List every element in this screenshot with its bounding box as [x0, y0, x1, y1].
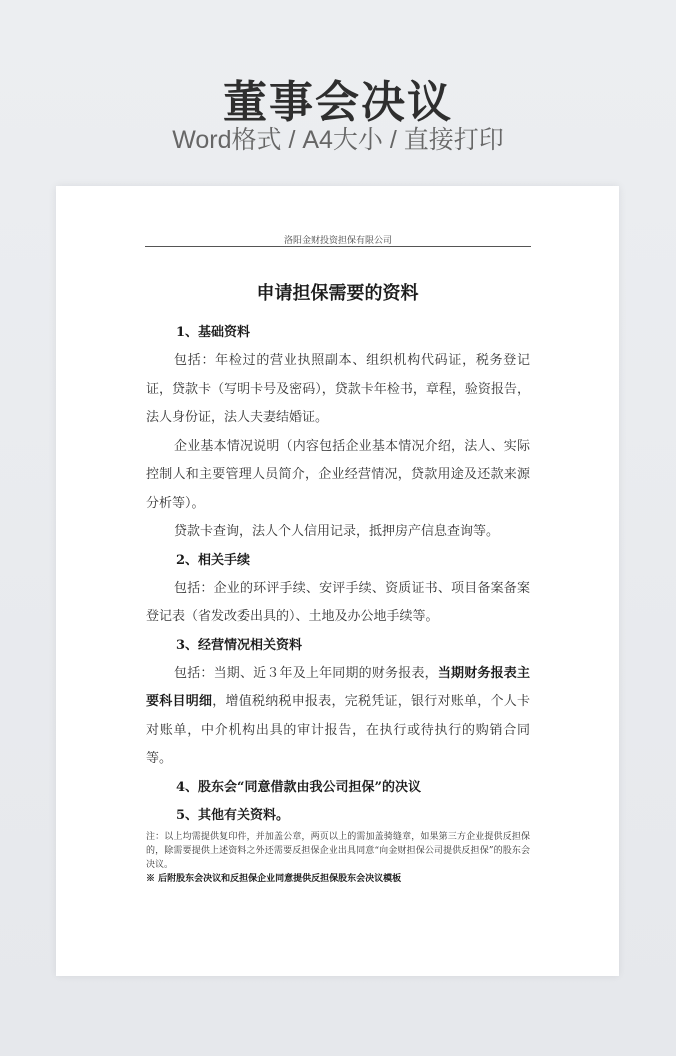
- paragraph-company-overview: 企业基本情况说明（内容包括企业基本情况介绍，法人、实际控制人和主要管理人员简介，企业经营情况，贷款用途及还款来源分析等）。: [146, 438, 530, 511]
- document-title: 申请担保需要的资料: [256, 283, 419, 304]
- document-body: [146, 319, 530, 886]
- section-heading-procedures: 2、相关手续: [176, 552, 251, 568]
- section-heading-basic: 1、基础资料: [176, 325, 251, 340]
- footnote: 注：以上均需提供复印件，并加盖公章，两页以上的需加盖骑缝章，如果第三方企业提供反担保的，除需要提供上述资料之外还需要反担保企业出具同意“向金财担保公司提供反担保”的股东会决议。: [146, 831, 530, 870]
- operations-text-b: ，增值税纳税申报表，完税凭证，银行对账单，个人卡对账单，中介机构出具的审计报告，在执行或待执行的购销合同等。: [146, 694, 530, 766]
- document-page: [56, 186, 619, 976]
- company-header: 洛阳金财投资担保有限公司: [283, 236, 392, 246]
- appendix-note: ※ 后附股东会决议和反担保企业同意提供反担保股东会决议模板: [146, 873, 402, 884]
- section-heading-resolution: 4、股东会“同意借款由我公司担保”的决议: [176, 779, 422, 795]
- section-heading-operations: 3、经营情况相关资料: [176, 637, 303, 653]
- section-heading-other: 5、其他有关资料。: [176, 807, 290, 823]
- paragraph-credit-check: 贷款卡查询，法人个人信用记录，抵押房产信息查询等。: [174, 524, 500, 539]
- banner-title: 董事会决议: [223, 77, 453, 128]
- operations-text-bold: 当期财务报表主要科目明细: [146, 665, 530, 709]
- paragraph-operations: [146, 660, 530, 774]
- header-rule: [145, 246, 531, 247]
- paragraph-basic-docs: 包括：年检过的营业执照副本、组织机构代码证，税务登记证，贷款卡（写明卡号及密码），贷款卡年检书，章程，验资报告，法人身份证，法人夫妻结婚证。: [146, 353, 530, 425]
- operations-text-a: 包括：当期、近３年及上年同期的财务报表，: [174, 665, 438, 681]
- banner-subtitle: Word格式 / A4大小 / 直接打印: [172, 126, 504, 154]
- paragraph-procedures: 包括：企业的环评手续、安评手续、资质证书、项目备案备案登记表（省发改委出具的）、土地及办公地手续等。: [146, 580, 530, 624]
